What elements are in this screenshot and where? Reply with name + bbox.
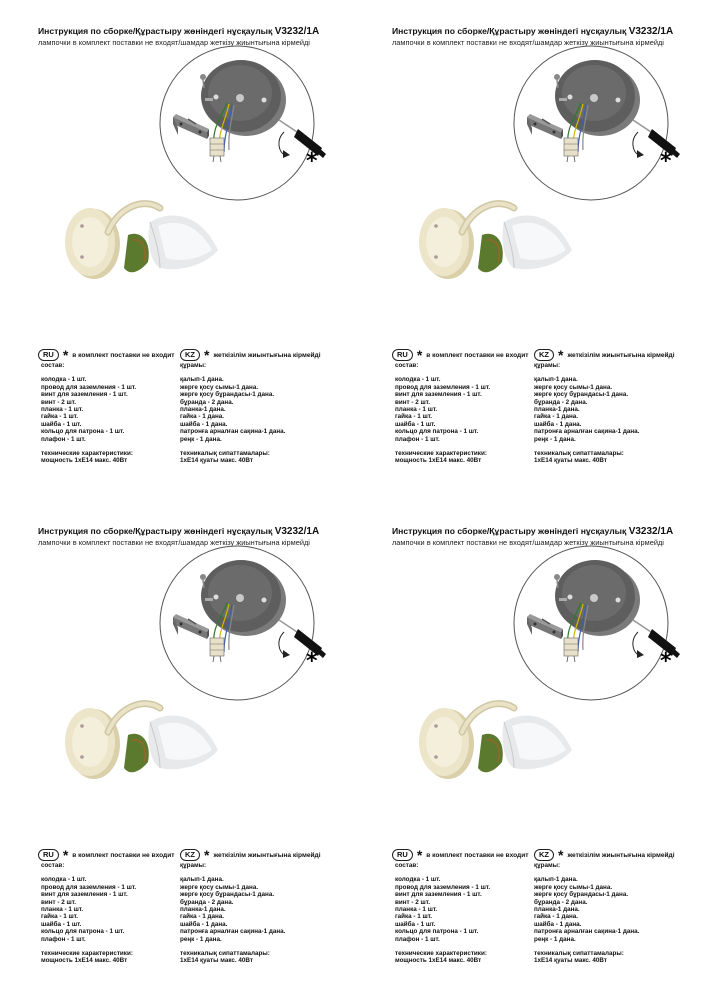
kz-contents-list xyxy=(534,376,639,443)
list-item: планка - 1 шт. xyxy=(41,906,84,914)
list-item: плафон - 1 шт. xyxy=(395,435,440,443)
sheet-subtitle: лампочки в комплект поставки не входят/шамдар жеткізу жиынтығына кірмейді xyxy=(38,38,310,47)
kz-note-text: жеткізілім жиынтығына кірмейді xyxy=(213,851,321,859)
instruction-sheet xyxy=(354,500,707,1000)
kz-contents-list xyxy=(534,876,639,943)
list-item: жерге қосу сымы-1 дана. xyxy=(180,883,259,891)
callout-star: * xyxy=(306,149,318,174)
list-item: провод для заземления - 1 шт. xyxy=(41,383,137,391)
list-item: шайба - 1 шт. xyxy=(395,920,436,928)
list-item: гайка - 1 дана. xyxy=(180,913,225,921)
terminal-block-icon xyxy=(210,138,224,162)
list-item: жерге қосу сымы-1 дана. xyxy=(180,383,259,391)
ru-star: * xyxy=(416,847,423,863)
kz-contents-heading: құрамы: xyxy=(534,862,561,869)
list-item: планка-1 дана. xyxy=(180,906,226,914)
list-item: плафон - 1 шт. xyxy=(41,435,86,443)
terminal-block-icon xyxy=(210,638,224,662)
ru-contents-list xyxy=(41,376,136,443)
callout-star: * xyxy=(660,149,672,174)
list-item: шайба - 1 шт. xyxy=(41,920,82,928)
list-item: жерге қосу бұрандасы-1 дана. xyxy=(180,891,275,899)
list-item: винт - 2 шт. xyxy=(41,898,77,906)
list-item: планка-1 дана. xyxy=(534,906,580,914)
list-item: бұрандa - 2 дана. xyxy=(534,398,588,406)
mounting-bar-icon xyxy=(173,114,209,139)
kz-star: * xyxy=(204,847,210,863)
list-item: гайка - 1 шт. xyxy=(395,413,433,421)
list-item: провод для заземления - 1 шт. xyxy=(41,883,137,891)
screwdriver-icon xyxy=(633,620,680,658)
kz-tech-value: 1хЕ14 қуаты макс. 40Вт xyxy=(534,457,607,465)
ru-star: * xyxy=(62,847,69,863)
ru-badge: RU xyxy=(38,849,59,861)
list-item: колодка - 1 шт. xyxy=(41,376,87,384)
list-item: провод для заземления - 1 шт. xyxy=(395,883,491,891)
list-item: қалып-1 дана. xyxy=(534,876,578,884)
kz-badge: KZ xyxy=(534,849,554,861)
list-item: қалып-1 дана. xyxy=(180,876,224,884)
wall-lamp-illustration xyxy=(419,204,572,279)
kz-contents xyxy=(180,362,285,465)
list-item: кольцо для патрона - 1 шт. xyxy=(395,928,479,936)
list-item: гайка - 1 дана. xyxy=(534,913,579,921)
kz-contents-heading: құрамы: xyxy=(180,362,207,369)
list-item: планка - 1 шт. xyxy=(41,406,84,414)
list-item: кольцо для патрона - 1 шт. xyxy=(41,928,125,936)
kz-note-text: жеткізілім жиынтығына кірмейді xyxy=(567,351,675,359)
ru-contents-heading: состав: xyxy=(41,362,65,369)
kz-note xyxy=(180,849,321,861)
list-item: бұрандa - 2 дана. xyxy=(180,398,234,406)
list-item: реңк - 1 дана. xyxy=(534,935,576,943)
mounting-block xyxy=(201,60,286,136)
ru-tech-value: мощность 1хЕ14 макс. 40Вт xyxy=(41,957,128,965)
list-item: колодка - 1 шт. xyxy=(41,876,87,884)
kz-note-text: жеткізілім жиынтығына кірмейді xyxy=(213,351,321,359)
mounting-bar-icon xyxy=(527,614,563,639)
list-item: винт для заземления - 1 шт. xyxy=(41,391,128,399)
ru-contents xyxy=(41,362,136,465)
list-item: патронға арналған сақина-1 дана. xyxy=(534,428,640,436)
list-item: гайка - 1 дана. xyxy=(534,413,579,421)
mounting-block xyxy=(201,560,286,636)
kz-contents-list xyxy=(180,376,285,443)
ru-tech-value: мощность 1хЕ14 макс. 40Вт xyxy=(395,957,482,965)
ru-note-text: в комплект поставки не входит xyxy=(72,851,175,859)
ru-contents xyxy=(395,862,490,965)
ru-contents-heading: состав: xyxy=(395,362,419,369)
list-item: жерге қосу бұрандасы-1 дана. xyxy=(534,391,629,399)
kz-tech-heading: техникалық сипаттамалары: xyxy=(180,950,270,958)
ru-tech-heading: технические характеристики: xyxy=(41,450,133,458)
instruction-sheet xyxy=(0,0,353,500)
ru-note-text: в комплект поставки не входит xyxy=(72,351,175,359)
list-item: гайка - 1 шт. xyxy=(41,413,79,421)
kz-badge: KZ xyxy=(180,849,200,861)
list-item: шайба - 1 шт. xyxy=(41,420,82,428)
list-item: жерге қосу бұрандасы-1 дана. xyxy=(534,891,629,899)
kz-contents xyxy=(534,362,639,465)
list-item: кольцо для патрона - 1 шт. xyxy=(41,428,125,436)
ru-contents xyxy=(41,862,136,965)
list-item: винт для заземления - 1 шт. xyxy=(395,391,482,399)
list-item: бұрандa - 2 дана. xyxy=(534,898,588,906)
instruction-sheet xyxy=(354,0,707,500)
list-item: планка-1 дана. xyxy=(534,406,580,414)
list-item: винт - 2 шт. xyxy=(395,898,431,906)
wall-lamp-illustration xyxy=(65,204,218,279)
ru-tech-heading: технические характеристики: xyxy=(41,950,133,958)
kz-tech-value: 1хЕ14 қуаты макс. 40Вт xyxy=(180,957,253,965)
ru-note xyxy=(392,849,529,861)
list-item: шайба - 1 дана. xyxy=(534,420,582,428)
ru-star: * xyxy=(416,347,423,363)
kz-badge: KZ xyxy=(180,349,200,361)
sheet-subtitle: лампочки в комплект поставки не входят/шамдар жеткізу жиынтығына кірмейді xyxy=(392,538,664,547)
list-item: патронға арналған сақина-1 дана. xyxy=(180,428,286,436)
kz-note xyxy=(534,849,675,861)
assembly-illustration xyxy=(354,500,707,840)
ru-badge: RU xyxy=(392,349,413,361)
list-item: шайба - 1 дана. xyxy=(180,920,228,928)
kz-note xyxy=(534,349,675,361)
kz-note xyxy=(180,349,321,361)
screwdriver-icon xyxy=(279,620,326,658)
list-item: патронға арналған сақина-1 дана. xyxy=(180,928,286,936)
list-item: реңк - 1 дана. xyxy=(180,935,222,943)
kz-tech-heading: техникалық сипаттамалары: xyxy=(180,450,270,458)
list-item: колодка - 1 шт. xyxy=(395,876,441,884)
kz-tech-heading: техникалық сипаттамалары: xyxy=(534,450,624,458)
wall-lamp-illustration xyxy=(65,704,218,779)
callout-star: * xyxy=(306,649,318,674)
kz-contents-heading: құрамы: xyxy=(534,362,561,369)
terminal-block-icon xyxy=(564,638,578,662)
kz-star: * xyxy=(204,347,210,363)
wall-lamp-illustration xyxy=(419,704,572,779)
list-item: планка - 1 шт. xyxy=(395,406,438,414)
ru-star: * xyxy=(62,347,69,363)
mounting-block xyxy=(555,560,640,636)
list-item: плафон - 1 шт. xyxy=(395,935,440,943)
kz-tech-value: 1хЕ14 қуаты макс. 40Вт xyxy=(534,957,607,965)
list-item: шайба - 1 дана. xyxy=(534,920,582,928)
terminal-block-icon xyxy=(564,138,578,162)
instruction-sheet xyxy=(0,500,353,1000)
list-item: винт для заземления - 1 шт. xyxy=(41,891,128,899)
kz-contents-heading: құрамы: xyxy=(180,862,207,869)
kz-tech-value: 1хЕ14 қуаты макс. 40Вт xyxy=(180,457,253,465)
kz-contents xyxy=(534,862,639,965)
list-item: кольцо для патрона - 1 шт. xyxy=(395,428,479,436)
list-item: винт для заземления - 1 шт. xyxy=(395,891,482,899)
kz-contents-list xyxy=(180,876,285,943)
list-item: планка-1 дана. xyxy=(180,406,226,414)
list-item: шайба - 1 дана. xyxy=(180,420,228,428)
mounting-bar-icon xyxy=(173,614,209,639)
list-item: реңк - 1 дана. xyxy=(180,435,222,443)
ru-contents-list xyxy=(395,876,490,943)
list-item: колодка - 1 шт. xyxy=(395,376,441,384)
mounting-bar-icon xyxy=(527,114,563,139)
sheet-title: Инструкция по сборке/Құрастыру жөніндегі нұсқаулық V3232/1A xyxy=(38,526,320,537)
assembly-illustration xyxy=(0,500,353,840)
ru-tech-heading: технические характеристики: xyxy=(395,950,487,958)
sheet-title: Инструкция по сборке/Құрастыру жөніндегі нұсқаулық V3232/1A xyxy=(392,26,674,37)
ru-tech-heading: технические характеристики: xyxy=(395,450,487,458)
ru-note-text: в комплект поставки не входит xyxy=(426,351,529,359)
list-item: қалып-1 дана. xyxy=(180,376,224,384)
list-item: гайка - 1 дана. xyxy=(180,413,225,421)
kz-badge: KZ xyxy=(534,349,554,361)
mounting-block xyxy=(555,60,640,136)
list-item: плафон - 1 шт. xyxy=(41,935,86,943)
list-item: жерге қосу бұрандасы-1 дана. xyxy=(180,391,275,399)
ru-contents xyxy=(395,362,490,465)
screwdriver-icon xyxy=(279,120,326,158)
sheet-title: Инструкция по сборке/Құрастыру жөніндегі нұсқаулық V3232/1A xyxy=(392,526,674,537)
list-item: винт - 2 шт. xyxy=(395,398,431,406)
list-item: жерге қосу сымы-1 дана. xyxy=(534,883,613,891)
ru-tech-value: мощность 1хЕ14 макс. 40Вт xyxy=(395,457,482,465)
list-item: гайка - 1 шт. xyxy=(395,913,433,921)
sheet-subtitle: лампочки в комплект поставки не входят/шамдар жеткізу жиынтығына кірмейді xyxy=(38,538,310,547)
kz-star: * xyxy=(558,347,564,363)
screwdriver-icon xyxy=(633,120,680,158)
ru-note xyxy=(38,849,175,861)
list-item: шайба - 1 шт. xyxy=(395,420,436,428)
kz-tech-heading: техникалық сипаттамалары: xyxy=(534,950,624,958)
ru-contents-heading: состав: xyxy=(41,862,65,869)
assembly-illustration xyxy=(354,0,707,340)
kz-contents xyxy=(180,862,285,965)
ru-note xyxy=(392,349,529,361)
list-item: патронға арналған сақина-1 дана. xyxy=(534,928,640,936)
ru-contents-heading: состав: xyxy=(395,862,419,869)
list-item: бұрандa - 2 дана. xyxy=(180,898,234,906)
ru-contents-list xyxy=(41,876,136,943)
list-item: винт - 2 шт. xyxy=(41,398,77,406)
list-item: гайка - 1 шт. xyxy=(41,913,79,921)
list-item: планка - 1 шт. xyxy=(395,906,438,914)
list-item: провод для заземления - 1 шт. xyxy=(395,383,491,391)
assembly-illustration xyxy=(0,0,353,340)
ru-badge: RU xyxy=(38,349,59,361)
list-item: жерге қосу сымы-1 дана. xyxy=(534,383,613,391)
list-item: қалып-1 дана. xyxy=(534,376,578,384)
ru-note-text: в комплект поставки не входит xyxy=(426,851,529,859)
ru-tech-value: мощность 1хЕ14 макс. 40Вт xyxy=(41,457,128,465)
sheet-title: Инструкция по сборке/Құрастыру жөніндегі нұсқаулық V3232/1A xyxy=(38,26,320,37)
kz-star: * xyxy=(558,847,564,863)
kz-note-text: жеткізілім жиынтығына кірмейді xyxy=(567,851,675,859)
ru-badge: RU xyxy=(392,849,413,861)
ru-note xyxy=(38,349,175,361)
ru-contents-list xyxy=(395,376,490,443)
sheet-subtitle: лампочки в комплект поставки не входят/шамдар жеткізу жиынтығына кірмейді xyxy=(392,38,664,47)
list-item: реңк - 1 дана. xyxy=(534,435,576,443)
callout-star: * xyxy=(660,649,672,674)
